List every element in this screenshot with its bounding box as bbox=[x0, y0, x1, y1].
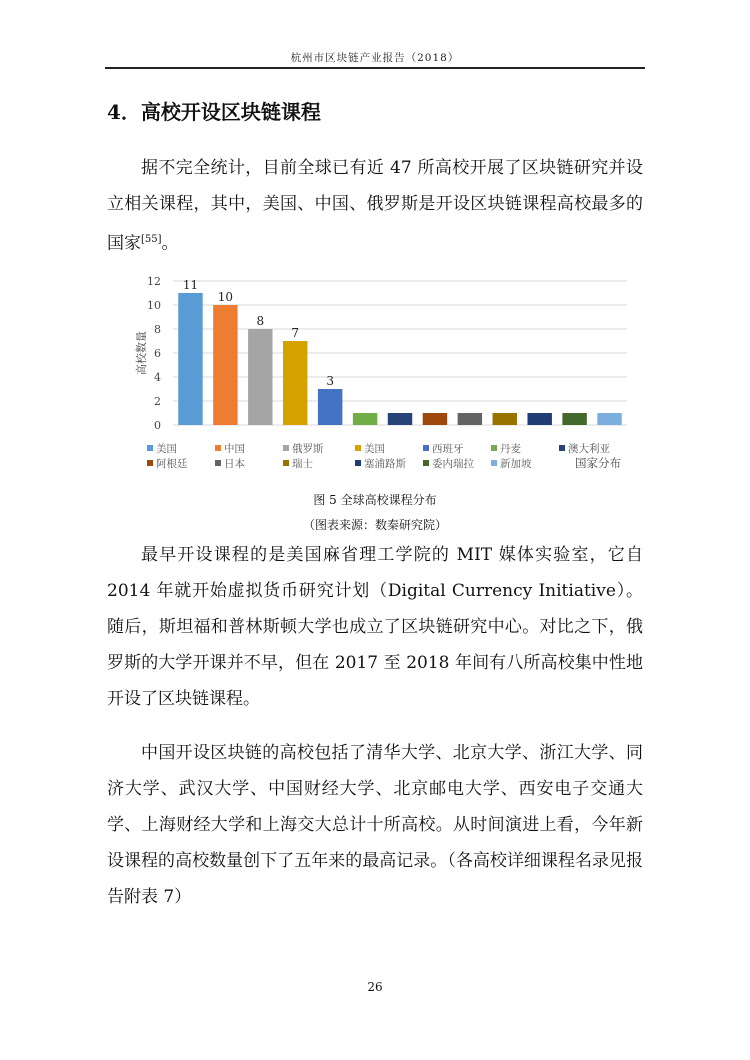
data-label: 8 bbox=[256, 314, 265, 328]
paragraph-2: 最早开设课程的是美国麻省理工学院的 MIT 媒体实验室，它自 2014 年就开始虚拟货币研究计划（Digital Currency Initiative）。随后，斯坦福和普林斯顿大学也成立了区块链研究中心。对比之下，俄罗斯的大学开课并不早，但在 2017 至 2018 年间有八所高校集中性地开设了区块链课程。 bbox=[107, 545, 643, 709]
legend-swatch bbox=[491, 460, 497, 466]
legend-item-阿根廷: 阿根廷 bbox=[156, 458, 188, 470]
running-header: 杭州市区块链产业报告（2018） bbox=[290, 52, 460, 64]
legend-swatch bbox=[491, 445, 497, 451]
bar-丹麦 bbox=[353, 413, 377, 425]
legend-item-塞浦路斯: 塞浦路斯 bbox=[364, 458, 406, 470]
y-tick-label: 8 bbox=[154, 323, 161, 336]
legend-item-丹麦: 丹麦 bbox=[500, 443, 521, 455]
legend-item-瑞士: 瑞士 bbox=[292, 458, 313, 470]
paragraph-1 bbox=[107, 150, 643, 262]
bar-日本 bbox=[458, 413, 482, 425]
legend-swatch bbox=[355, 445, 361, 451]
legend-swatch bbox=[355, 460, 361, 466]
paragraph-3: 中国开设区块链的高校包括了清华大学、北京大学、浙江大学、同济大学、武汉大学、中国财经大学、北京邮电大学、西安电子交通大学、上海财经大学和上海交大总计十所高校。从时间演进上看，今年新设课程的高校数量创下了五年来的最高记录。（各高校详细课程名录见报告附表 7） bbox=[107, 743, 643, 907]
legend-item-美国: 美国 bbox=[364, 443, 385, 455]
bar-西班牙 bbox=[318, 389, 342, 425]
data-label: 11 bbox=[182, 278, 199, 292]
citation-ref: [55] bbox=[141, 234, 162, 245]
y-tick-label: 2 bbox=[154, 395, 161, 408]
y-axis-label: 高校数量 bbox=[135, 331, 148, 375]
bar-新加坡 bbox=[597, 413, 621, 425]
bar-委内瑞拉 bbox=[562, 413, 586, 425]
legend-swatch bbox=[147, 460, 153, 466]
legend-item-美国: 美国 bbox=[156, 443, 177, 455]
legend-swatch bbox=[423, 445, 429, 451]
page-number: 26 bbox=[367, 980, 383, 994]
figure-caption: 图 5 全球高校课程分布 bbox=[313, 493, 437, 507]
y-tick-label: 0 bbox=[154, 419, 161, 432]
x-axis-label: 国家分布 bbox=[575, 456, 621, 470]
figure-source: （图表来源：数秦研究院） bbox=[302, 518, 447, 532]
paragraph-1-text: 据不完全统计，目前全球已有近 47 所高校开展了区块链研究并设立相关课程，其中，美国、中国、俄罗斯是开设区块链课程高校最多的国家 bbox=[107, 158, 643, 254]
legend-swatch bbox=[215, 445, 221, 451]
y-tick-label: 6 bbox=[154, 347, 161, 360]
data-label: 7 bbox=[291, 326, 300, 340]
y-tick-label: 4 bbox=[154, 371, 161, 384]
section-title: 4．高校开设区块链课程 bbox=[107, 100, 321, 124]
legend-swatch bbox=[215, 460, 221, 466]
paragraph-1-end: 。 bbox=[161, 233, 179, 254]
data-label: 10 bbox=[217, 290, 234, 304]
legend-swatch bbox=[147, 445, 153, 451]
bar-美国 bbox=[283, 341, 307, 425]
legend-swatch bbox=[283, 445, 289, 451]
legend-item-俄罗斯: 俄罗斯 bbox=[292, 443, 324, 455]
bar-瑞士 bbox=[493, 413, 517, 425]
bar-阿根廷 bbox=[423, 413, 447, 425]
data-label: 3 bbox=[326, 374, 334, 388]
bar-chart bbox=[107, 268, 643, 480]
legend-item-中国: 中国 bbox=[224, 443, 245, 455]
legend-item-西班牙: 西班牙 bbox=[432, 443, 464, 455]
bar-美国 bbox=[178, 293, 202, 425]
legend-item-日本: 日本 bbox=[224, 458, 245, 470]
legend-swatch bbox=[283, 460, 289, 466]
legend-item-澳大利亚: 澳大利亚 bbox=[568, 443, 610, 455]
y-tick-label: 10 bbox=[147, 299, 161, 312]
bar-塞浦路斯 bbox=[527, 413, 551, 425]
header-rule bbox=[105, 67, 645, 69]
bar-中国 bbox=[213, 305, 237, 425]
bar-俄罗斯 bbox=[248, 329, 272, 425]
y-tick-label: 12 bbox=[147, 275, 161, 288]
bar-澳大利亚 bbox=[388, 413, 412, 425]
legend-item-新加坡: 新加坡 bbox=[500, 458, 532, 470]
legend-swatch bbox=[559, 445, 565, 451]
legend-swatch bbox=[423, 460, 429, 466]
legend-item-委内瑞拉: 委内瑞拉 bbox=[432, 458, 474, 470]
